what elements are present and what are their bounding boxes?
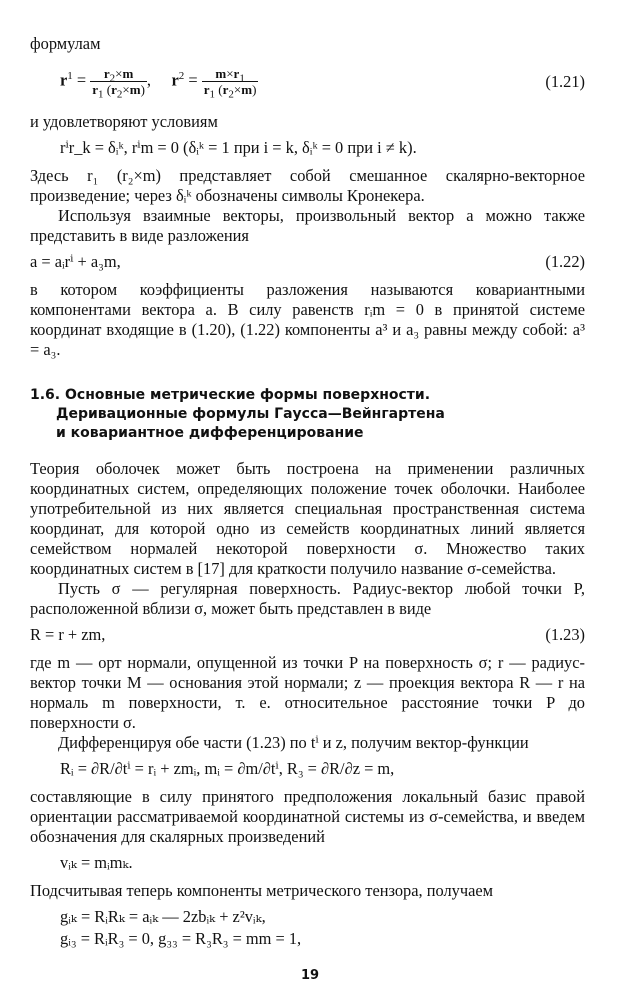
equation-basis: Rᵢ = ∂R/∂tⁱ = rᵢ + zmᵢ, mᵢ = ∂m/∂tⁱ, R₃ = ∂R/∂z = m,: [60, 759, 395, 778]
equation-number: (1.23): [545, 625, 585, 644]
equation-number: (1.21): [545, 72, 585, 91]
equation-metric-1: gᵢₖ = RᵢRₖ = aᵢₖ — 2zbᵢₖ + z²vᵢₖ,: [60, 907, 266, 926]
paragraph: где m — орт нормали, опущенной из точки P на поверхность σ; r — радиус-вектор точки M — основания этой нормали; z — проекция вектора R — r на нормаль m поверхности, т. е. относительное расстояние точки P до поверхности σ.: [30, 653, 585, 732]
equation-metric-2: gᵢ₃ = RᵢR₃ = 0, g₃₃ = R₃R₃ = mm = 1,: [60, 929, 302, 948]
equation-number: (1.22): [545, 252, 585, 271]
paragraph: Дифференцируя обе части (1.23) по tⁱ и z, получим вектор-функции: [58, 733, 529, 752]
section-heading: 1.6. Основные метрические формы поверхности. Деривационные формулы Гаусса—Вейнгартена и ковариантное дифференцирование: [30, 387, 445, 441]
paragraph: Используя взаимные векторы, произвольный вектор a можно также представить в виде разложения: [30, 206, 585, 245]
equation-conditions: rⁱr_k = δᵢᵏ, rⁱm = 0 (δᵢᵏ = 1 при i = k, δᵢᵏ = 0 при i ≠ k).: [60, 138, 417, 157]
paragraph: Подсчитывая теперь компоненты метрического тензора, получаем: [30, 881, 494, 900]
paragraph: Здесь r₁ (r₂×m) представляет собой смешанное скалярно-векторное произведение; через δᵢᵏ обозначены символы Кронекера.: [30, 166, 585, 205]
paragraph: составляющие в силу принятого предположения локальный базис правой ориентации рассматриваемой координатной системы из σ-семейства, и введем обозначения для скалярных произведений: [30, 787, 585, 846]
text-line: и удовлетворяют условиям: [30, 112, 218, 131]
equation-1-22: a = aᵢrⁱ + a₃m, (1.22): [30, 252, 585, 271]
paragraph: Теория оболочек может быть построена на применении различных координатных систем, определяющих положение точек оболочки. Наиболее употребительной из них является специальная пространственная система координат, для которой одно из семейств координатных линий является семейством нормалей некоторой поверхности σ. Множество таких координатных систем в [17] для краткости получило название σ-семейства.: [30, 459, 585, 578]
page-body: [30, 34, 585, 957]
paragraph: Пусть σ — регулярная поверхность. Радиус-вектор любой точки P, расположенной вблизи σ, может быть представлен в виде: [30, 579, 585, 618]
equation-v: vᵢₖ = mᵢmₖ.: [60, 853, 133, 872]
equation-1-23: R = r + zm, (1.23): [30, 625, 585, 644]
paragraph: в котором коэффициенты разложения называются ковариантными компонентами вектора a. В силу равенств rᵢm = 0 в принятой системе координат входящие в (1.20), (1.22) компоненты a³ и a₃ равны между собой: a³ = a₃.: [30, 280, 585, 359]
text-line: формулам: [30, 34, 101, 53]
page-number: 19: [300, 968, 320, 983]
equation-1-21: $r^1$ = $\frac{r_2\times m}{r_1 (r_2\times m)}$ , $r^2$ = $\frac{m\times r_1}{r_1 (r_2\times m)}$ (1.21): [60, 66, 585, 101]
